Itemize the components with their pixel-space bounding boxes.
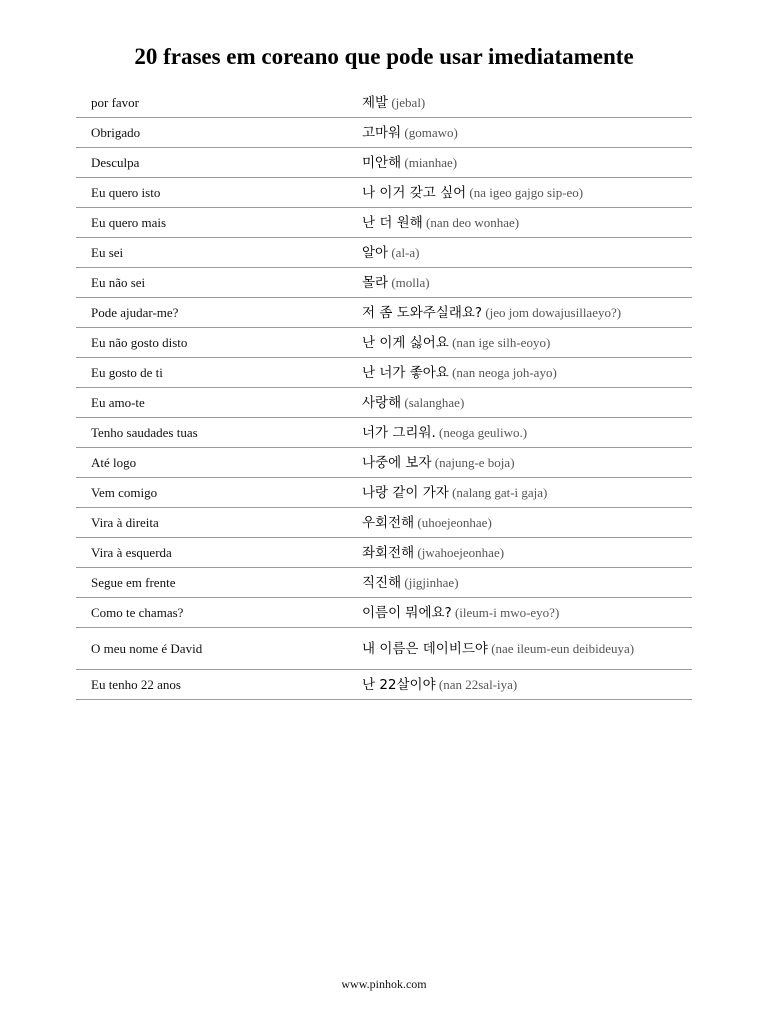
korean-translation — [362, 516, 692, 530]
korean-translation — [362, 546, 692, 560]
romanization: (neoga geuliwo.) — [439, 424, 528, 440]
portuguese-phrase: Eu amo-te — [91, 394, 145, 410]
portuguese-phrase: Tenho saudades tuas — [91, 424, 198, 440]
korean-text: 몰라 — [362, 274, 389, 291]
table-row — [76, 448, 692, 478]
romanization: (molla) — [391, 274, 430, 290]
table-row — [76, 118, 692, 148]
table-row — [76, 568, 692, 598]
portuguese-phrase: Eu quero isto — [91, 184, 161, 200]
portuguese-phrase: por favor — [91, 94, 140, 110]
portuguese-phrase: O meu nome é David — [91, 640, 203, 656]
korean-text: 저 좀 도와주실래요? — [362, 304, 483, 321]
korean-translation — [362, 456, 692, 470]
table-row — [76, 628, 692, 670]
footer-url: www.pinhok.com — [341, 977, 427, 991]
korean-translation — [362, 396, 692, 410]
korean-text: 난 22살이야 — [362, 676, 436, 693]
korean-text: 사랑해 — [362, 394, 402, 411]
portuguese-phrase: Pode ajudar-me? — [91, 304, 179, 320]
korean-text: 난 더 원해 — [362, 214, 423, 231]
table-row — [76, 358, 692, 388]
korean-translation — [362, 336, 692, 350]
portuguese-phrase: Vem comigo — [91, 484, 158, 500]
korean-translation — [362, 156, 692, 170]
romanization: (najung-e boja) — [434, 454, 515, 470]
romanization: (jebal) — [391, 94, 426, 110]
table-row — [76, 298, 692, 328]
phrase-table — [76, 88, 692, 700]
romanization: (uhoejeonhae) — [417, 514, 492, 530]
korean-text: 이름이 뭐에요? — [362, 604, 452, 621]
portuguese-phrase: Segue em frente — [91, 574, 176, 590]
korean-text: 난 너가 좋아요 — [362, 364, 449, 381]
portuguese-phrase: Eu tenho 22 anos — [91, 676, 181, 692]
korean-text: 너가 그리워. — [362, 424, 436, 441]
romanization: (ileum-i mwo-eyo?) — [454, 604, 560, 620]
korean-translation — [362, 246, 692, 260]
korean-translation — [362, 276, 692, 290]
romanization: (al-a) — [391, 244, 420, 260]
table-row — [76, 418, 692, 448]
korean-text: 난 이게 싫어요 — [362, 334, 449, 351]
table-row — [76, 388, 692, 418]
table-row — [76, 238, 692, 268]
portuguese-phrase: Como te chamas? — [91, 604, 184, 620]
korean-text: 나 이거 갖고 싶어 — [362, 184, 467, 201]
table-row — [76, 328, 692, 358]
korean-translation — [362, 366, 692, 380]
page-title: 20 frases em coreano que pode usar imediatamente — [134, 44, 634, 69]
portuguese-phrase: Eu não gosto disto — [91, 334, 188, 350]
korean-text: 나랑 같이 가자 — [362, 484, 449, 501]
portuguese-phrase: Eu gosto de ti — [91, 364, 163, 380]
table-row — [76, 478, 692, 508]
table-row — [76, 178, 692, 208]
table-row — [76, 508, 692, 538]
romanization: (jigjinhae) — [404, 574, 459, 590]
portuguese-phrase: Até logo — [91, 454, 137, 470]
portuguese-phrase: Eu sei — [91, 244, 124, 260]
korean-translation — [362, 606, 692, 620]
korean-translation — [362, 486, 692, 500]
korean-text: 고마워 — [362, 124, 402, 141]
korean-translation — [362, 642, 692, 656]
portuguese-phrase: Vira à direita — [91, 514, 159, 530]
table-row — [76, 208, 692, 238]
table-row — [76, 598, 692, 628]
korean-text: 직진해 — [362, 574, 402, 591]
korean-translation — [362, 306, 692, 320]
table-row — [76, 148, 692, 178]
korean-text: 제발 — [362, 94, 389, 111]
romanization: (gomawo) — [404, 124, 458, 140]
romanization: (nan deo wonhae) — [426, 214, 520, 230]
romanization: (jwahoejeonhae) — [417, 544, 505, 560]
korean-text: 알아 — [362, 244, 389, 261]
romanization: (nan ige silh-eoyo) — [452, 334, 551, 350]
portuguese-phrase: Eu não sei — [91, 274, 146, 290]
korean-translation — [362, 216, 692, 230]
korean-text: 좌회전해 — [362, 544, 415, 561]
romanization: (nan 22sal-iya) — [438, 676, 518, 692]
romanization: (nalang gat-i gaja) — [452, 484, 548, 500]
portuguese-phrase: Desculpa — [91, 154, 140, 170]
korean-text: 우회전해 — [362, 514, 415, 531]
table-row — [76, 670, 692, 700]
romanization: (mianhae) — [404, 154, 458, 170]
romanization: (nae ileum-eun deibideuya) — [491, 640, 635, 656]
korean-text: 내 이름은 데이비드야 — [362, 640, 488, 657]
table-row — [76, 268, 692, 298]
korean-translation — [362, 426, 692, 440]
korean-translation — [362, 96, 692, 110]
korean-translation — [362, 678, 692, 692]
romanization: (na igeo gajgo sip-eo) — [469, 184, 584, 200]
korean-translation — [362, 126, 692, 140]
korean-translation — [362, 576, 692, 590]
romanization: (salanghae) — [404, 394, 465, 410]
romanization: (nan neoga joh-ayo) — [452, 364, 557, 380]
korean-translation — [362, 186, 692, 200]
romanization: (jeo jom dowajusillaeyo?) — [485, 304, 622, 320]
portuguese-phrase: Vira à esquerda — [91, 544, 172, 560]
korean-text: 미안해 — [362, 154, 402, 171]
korean-text: 나중에 보자 — [362, 454, 432, 471]
table-row — [76, 538, 692, 568]
table-row — [76, 88, 692, 118]
portuguese-phrase: Eu quero mais — [91, 214, 167, 230]
portuguese-phrase: Obrigado — [91, 124, 141, 140]
